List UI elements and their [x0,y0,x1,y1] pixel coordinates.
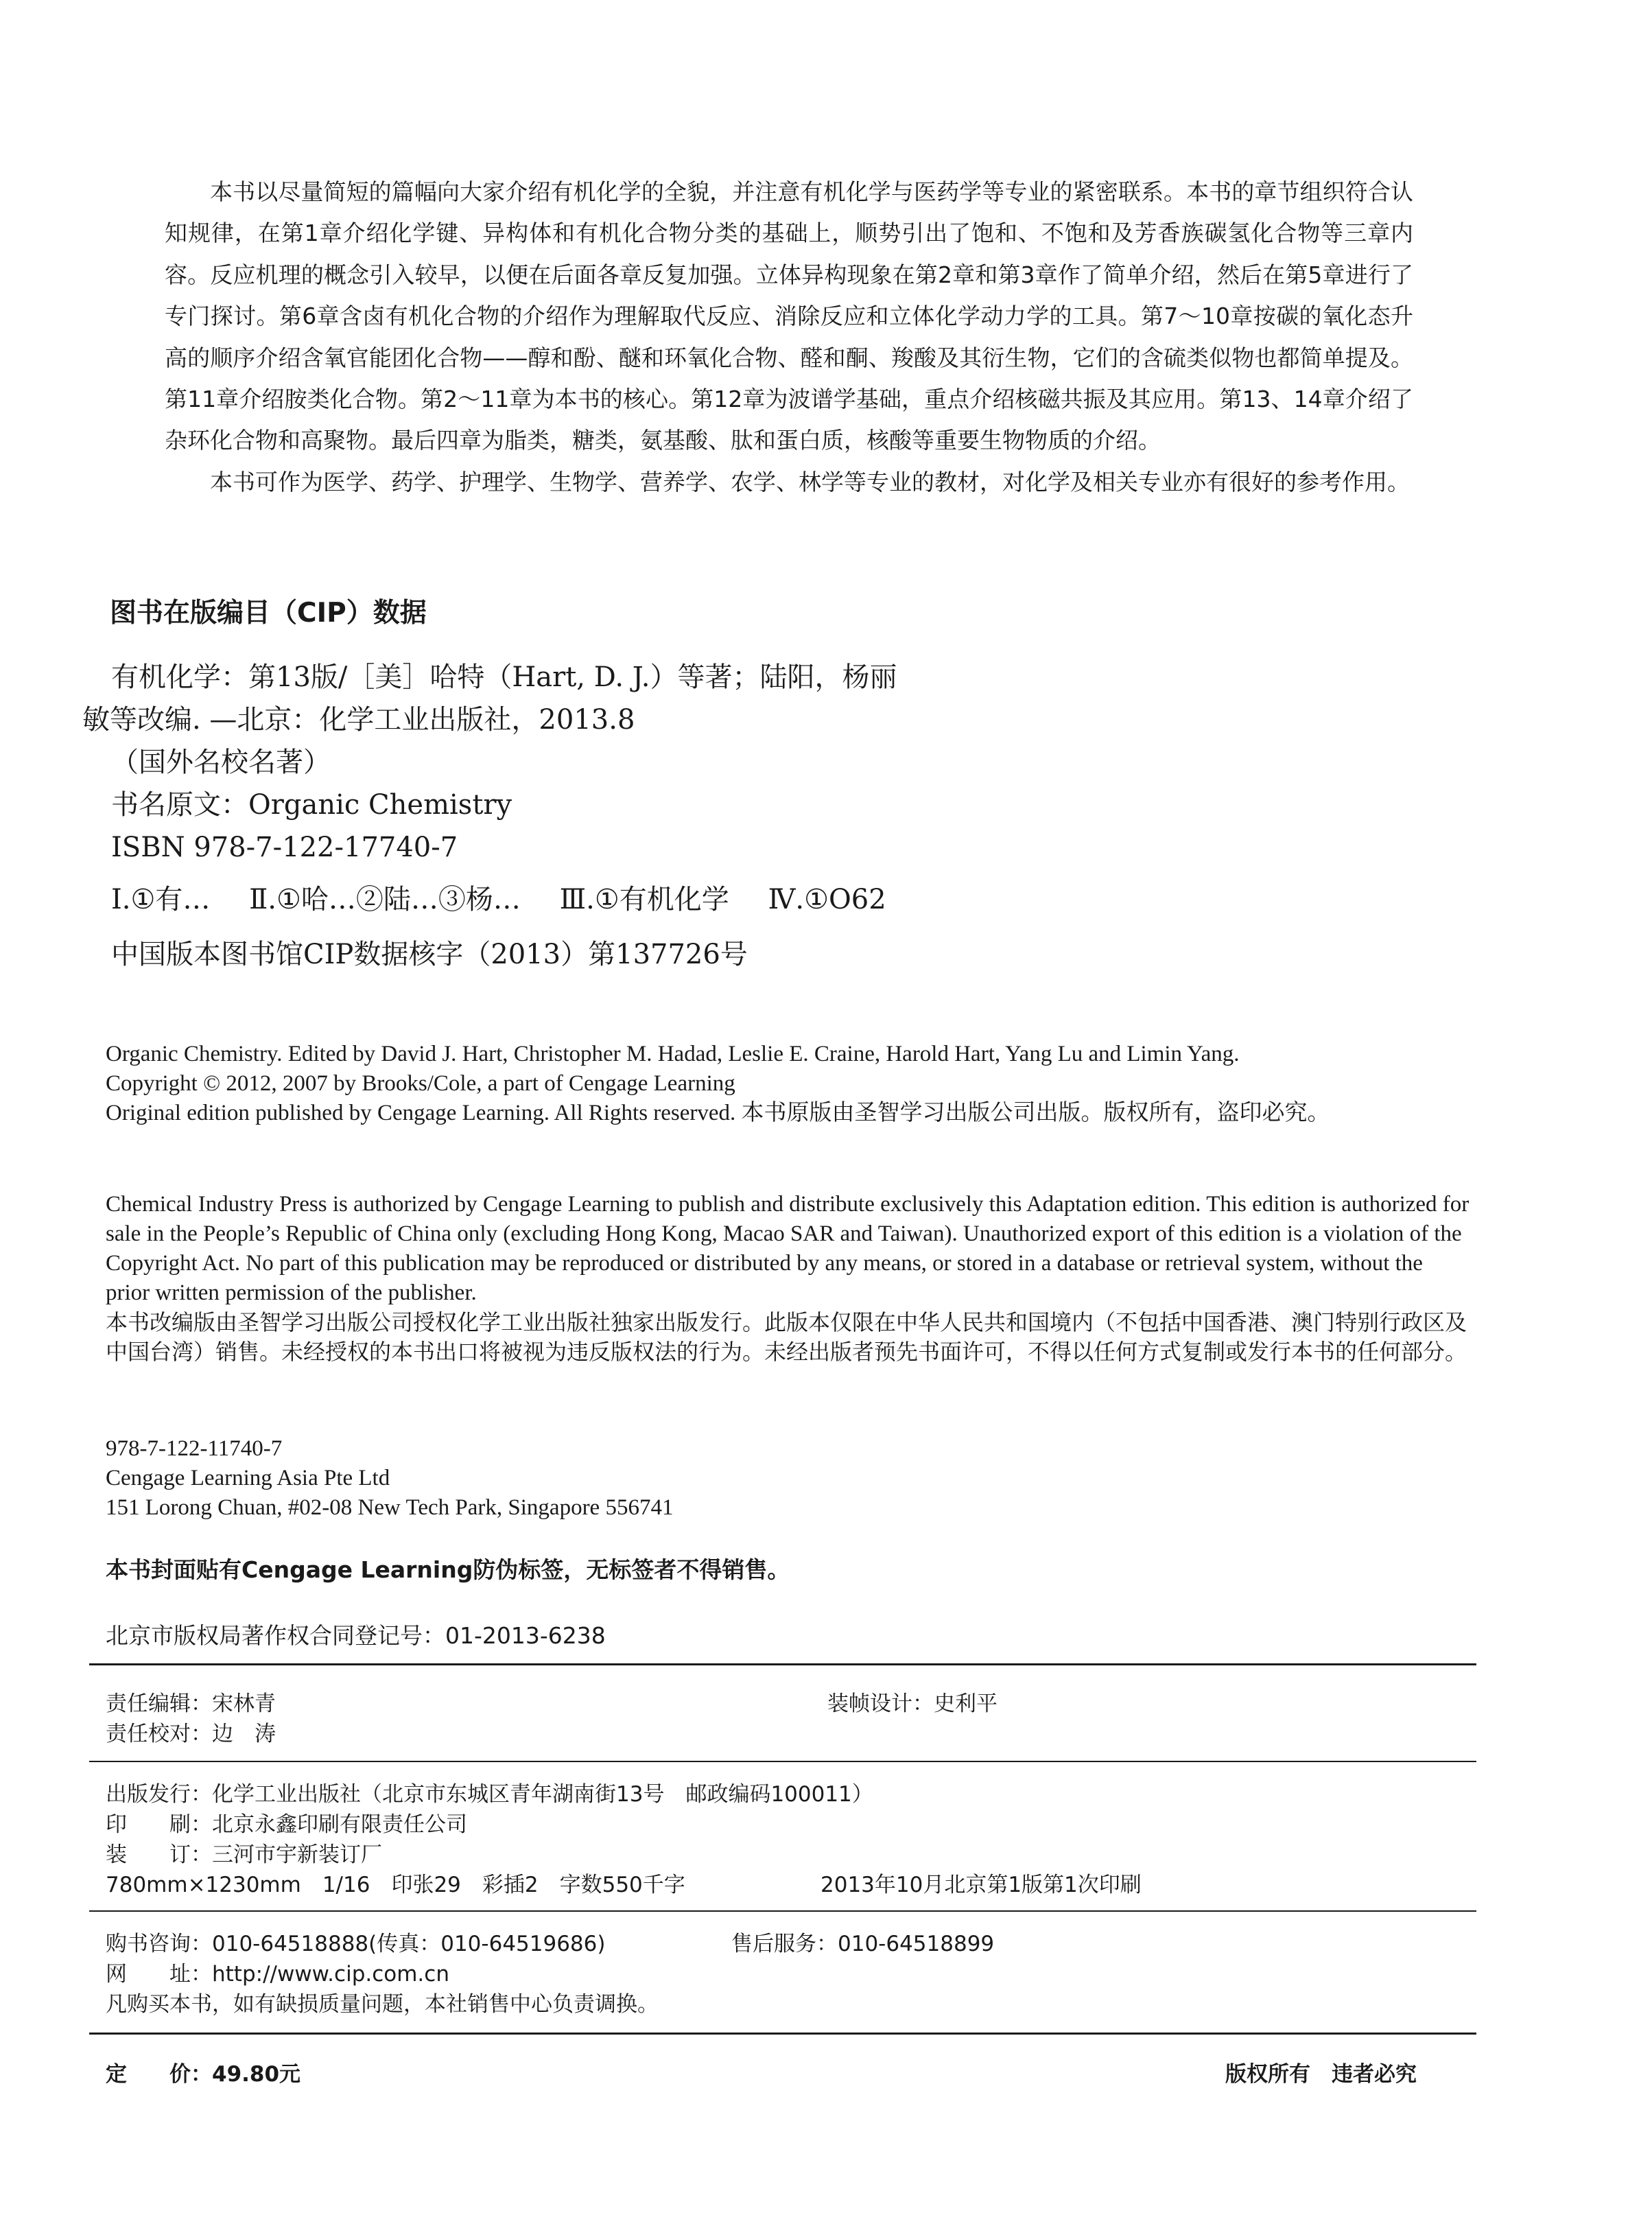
divider [89,1663,1476,1665]
proofreader: 责任校对：边 涛 [106,1722,276,1746]
designer: 装帧设计：史利平 [827,1691,998,1716]
printer-info: 印 刷：北京永鑫印刷有限责任公司 [106,1812,467,1837]
cip-line: 有机化学：第13版/［美］哈特（Hart, D. J.）等著；陆阳，杨丽 [111,661,897,693]
cip-data [82,656,1098,976]
cip-isbn: ISBN 978-7-122-17740-7 [111,832,458,863]
cip-line: 敏等改编. —北京：化学工业出版社，2013.8 [82,704,635,736]
purchase-contact: 购书咨询：010-64518888(传真：010-64519686) [106,1932,606,1956]
description-paragraph: 本书可作为医学、药学、护理学、生物学、营养学、农学、林学等专业的教材，对化学及相关专业亦有很好的参考作用。 [210,468,1410,495]
spec-info: 780mm×1230mm 1/16 印张29 彩插2 字数550千字 [106,1873,685,1897]
cip-title: 图书在版编目（CIP）数据 [110,598,427,629]
authorization-english: Chemical Industry Press is authorized by Cengage Learning to publish and distribute exclusively this Adaptation edition. This edition is authorized for sale in the People’s Republic of China only (excluding Hong Kong, Macao SAR and Taiwan). Unauthorized export of this edition is a violation of the Copyright Act. No part of this publication may be reproduced or distributed by any means, or stored in a database or retrieval system, without the prior written permission of the publisher. [106,1192,1470,1305]
credits-line: Organic Chemistry. Edited by David J. Hart, Christopher M. Hadad, Leslie E. Craine, Harold Hart, Yang Lu and Limin Yang. [106,1042,1240,1066]
website: 网 址：http://www.cip.com.cn [106,1962,449,1987]
class-item: Ⅰ.①有… [111,884,211,915]
divider [89,2033,1476,2035]
copyright-line: Copyright © 2012, 2007 by Brooks/Cole, a part of Cengage Learning [106,1071,735,1096]
authorization-chinese: 本书改编版由圣智学习出版公司授权化学工业出版社独家出版发行。此版本仅限在中华人民共和国境内（不包括中国香港、澳门特别行政区及中国台湾）销售。未经授权的本书出口将被视为违反版权法的行为。未经出版者预先书面许可，不得以任何方式复制或发行本书的任何部分。 [106,1309,1467,1365]
divider [89,1761,1476,1762]
cip-number: 中国版本图书馆CIP数据核字（2013）第137726号 [111,939,748,970]
cengage-address [106,1434,673,1523]
copyright-registration: 北京市版权局著作权合同登记号：01-2013-6238 [106,1622,606,1649]
publisher-info: 出版发行：化学工业出版社（北京市东城区青年湖南街13号 邮政编码100011） [106,1782,873,1807]
rights-reserved: 版权所有 违者必究 [1225,2062,1417,2087]
class-item: Ⅳ.①O62 [768,884,886,915]
authorization-notice [106,1190,1471,1367]
price: 定 价：49.80元 [106,2062,301,2087]
cip-classification [82,878,1098,921]
address-street: 151 Lorong Chuan, #02-08 New Tech Park, Singapore 556741 [106,1495,674,1520]
address-company: Cengage Learning Asia Pte Ltd [106,1466,390,1490]
english-credits [106,1040,1471,1128]
address-isbn: 978-7-122-11740-7 [106,1436,283,1461]
cip-line: （国外名校名著） [111,747,331,778]
binder-info: 装 订：三河市宇新装订厂 [106,1842,382,1867]
exchange-note: 凡购买本书，如有缺损质量问题，本社销售中心负责调换。 [106,1992,659,2017]
class-item: Ⅲ.①有机化学 [559,884,729,915]
anti-counterfeit-notice: 本书封面贴有Cengage Learning防伪标签，无标签者不得销售。 [106,1556,790,1583]
book-description [165,172,1413,503]
class-item: Ⅱ.①哈…②陆…③杨… [249,884,521,915]
description-paragraph: 本书以尽量简短的篇幅向大家介绍有机化学的全貌，并注意有机化学与医药学等专业的紧密联系。本书的章节组织符合认知规律，在第1章介绍化学键、异构体和有机化合物分类的基础上，顺势引出了饱和、不饱和及芳香族碳氢化合物等三章内容。反应机理的概念引入较早，以便在后面各章反复加强。立体异构现象在第2章和第3章作了简单介绍，然后在第5章进行了专门探讨。第6章含卤有机化合物的介绍作为理解取代反应、消除反应和立体化学动力学的工具。第7～10章按碳的氧化态升高的顺序介绍含氧官能团化合物——醇和酚、醚和环氧化合物、醛和酮、羧酸及其衍生物，它们的含硫类似物也都简单提及。第11章介绍胺类化合物。第2～11章为本书的核心。第12章为波谱学基础，重点介绍核磁共振及其应用。第13、14章介绍了杂环化合物和高聚物。最后四章为脂类，糖类，氨基酸、肽和蛋白质，核酸等重要生物物质的介绍。 [165,178,1413,454]
cip-line: 书名原文：Organic Chemistry [111,789,512,821]
service-contact: 售后服务：010-64518899 [731,1932,995,1956]
edition-info: 2013年10月北京第1版第1次印刷 [821,1873,1142,1897]
rights-line: Original edition published by Cengage Learning. All Rights reserved. 本书原版由圣智学习出版公司出版。版权所有，盗印必究。 [106,1101,1330,1125]
editor: 责任编辑：宋林青 [106,1691,276,1716]
divider [89,1910,1476,1912]
